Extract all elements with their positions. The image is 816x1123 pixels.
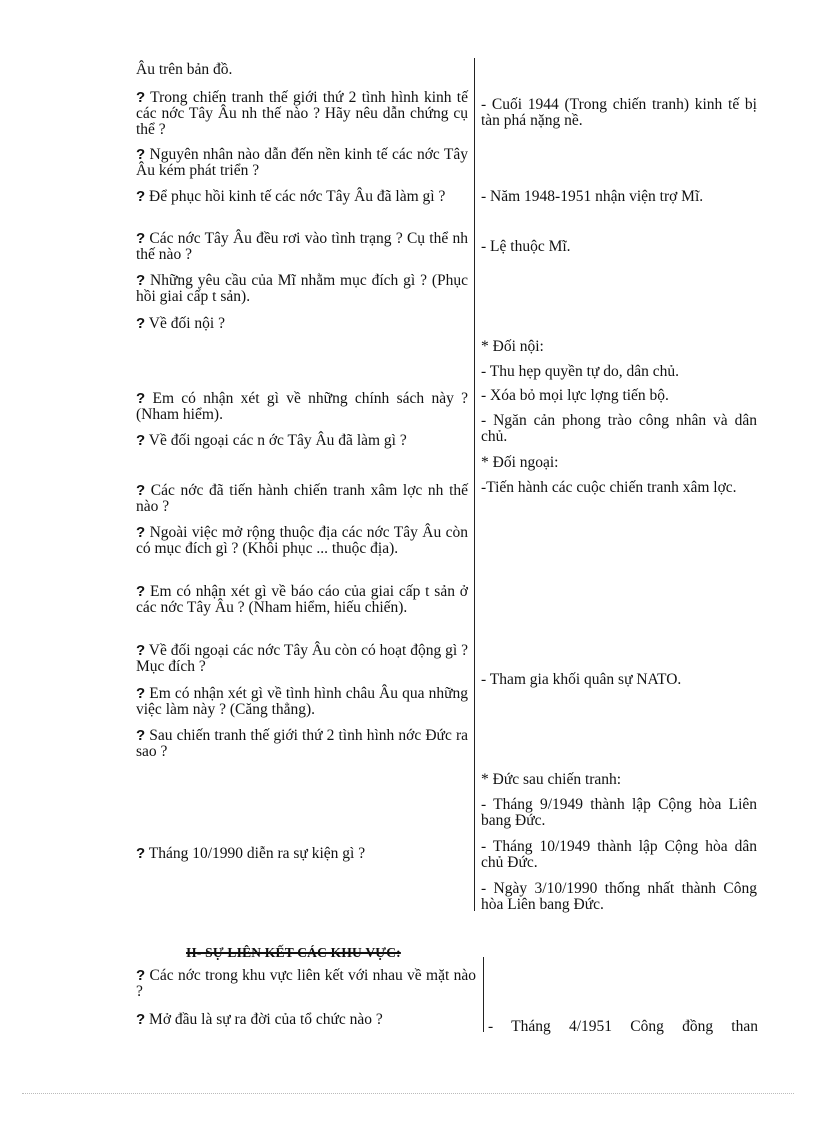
answer-6: - Ngăn cản phong trào công nhân và dân chủ.: [481, 412, 757, 445]
question-mark: ?: [136, 642, 146, 659]
question-mark: ?: [136, 524, 146, 541]
answer-10: * Đức sau chiến tranh:: [481, 771, 622, 788]
question-mark: ?: [136, 89, 146, 106]
answer-13: - Ngày 3/10/1990 thống nhất thành Công hòa Liên bang Đức.: [481, 880, 757, 913]
answer-4: - Thu hẹp quyền tự do, dân chủ.: [481, 363, 679, 380]
question-11: ? Em có nhận xét gì về báo cáo của giai cấp t sản ở các nớc Tây Âu ? (Nham hiểm, hiếu chiến).: [136, 583, 468, 616]
answer-3: * Đối nội:: [481, 338, 544, 355]
question-13: ? Em có nhận xét gì về tình hình châu Âu qua những việc làm này ? (Căng thẳng).: [136, 685, 468, 718]
section2-question-0: ? Các nớc trong khu vực liên kết với nhau về mặt nào ?: [136, 967, 476, 1000]
question-mark: ?: [136, 845, 146, 862]
question-2: ? Nguyên nhân nào dẫn đến nền kinh tế các nớc Tây Âu kém phát triển ?: [136, 146, 468, 179]
question-mark: ?: [136, 432, 146, 449]
question-10: ? Ngoài việc mở rộng thuộc địa các nớc Tây Âu còn có mục đích gì ? (Khôi phục ... thuộc địa).: [136, 524, 468, 557]
answer-8: -Tiến hành các cuộc chiến tranh xâm lợc.: [481, 479, 737, 496]
question-14: ? Sau chiến tranh thế giới thứ 2 tình hình nớc Đức ra sao ?: [136, 727, 468, 760]
question-12: ? Về đối ngoại các nớc Tây Âu còn có hoạt động gì ? Mục đích ?: [136, 642, 468, 675]
question-mark: ?: [136, 1011, 146, 1028]
question-15: ? Tháng 10/1990 diễn ra sự kiện gì ?: [136, 845, 366, 862]
question-5: ? Những yêu cầu của Mĩ nhằm mục đích gì ? (Phục hồi giai cấp t sản).: [136, 272, 468, 305]
answer-12: - Tháng 10/1949 thành lập Cộng hòa dân chủ Đức.: [481, 838, 757, 871]
question-4: ? Các nớc Tây Âu đều rơi vào tình trạng ? Cụ thể nh thế nào ?: [136, 230, 468, 263]
answer-9: - Tham gia khối quân sự NATO.: [481, 671, 682, 688]
question-3: ? Để phục hồi kinh tế các nớc Tây Âu đã làm gì ?: [136, 188, 446, 205]
question-mark: ?: [136, 315, 146, 332]
question-8: ? Về đối ngoại các n ớc Tây Âu đã làm gì ?: [136, 432, 407, 449]
question-mark: ?: [136, 230, 146, 247]
question-mark: ?: [136, 482, 146, 499]
question-mark: ?: [136, 146, 146, 163]
left-text-0: Âu trên bản đồ.: [136, 61, 233, 78]
question-1: ? Trong chiến tranh thế giới thứ 2 tình hình kinh tế các nớc Tây Âu nh thế nào ? Hãy nêu dẫn chứng cụ thể ?: [136, 89, 468, 138]
answer-5: - Xóa bỏ mọi lực lợng tiến bộ.: [481, 387, 669, 404]
page-footer-rule: [22, 1093, 794, 1094]
question-mark: ?: [136, 583, 146, 600]
question-7: ? Em có nhận xét gì về những chính sách này ? (Nham hiểm).: [136, 390, 468, 423]
section2-answer-0: - Tháng 4/1951 Công đồng than: [488, 1019, 758, 1035]
question-6: ? Về đối nội ?: [136, 315, 225, 332]
answer-2: - Lệ thuộc Mĩ.: [481, 238, 571, 255]
answer-1: - Năm 1948-1951 nhận viện trợ Mĩ.: [481, 188, 704, 205]
answer-11: - Tháng 9/1949 thành lập Cộng hòa Liên bang Đức.: [481, 796, 757, 829]
question-mark: ?: [136, 727, 146, 744]
question-mark: ?: [136, 188, 146, 205]
question-mark: ?: [136, 390, 146, 407]
section2-question-1: ? Mở đầu là sự ra đời của tổ chức nào ?: [136, 1011, 383, 1028]
question-mark: ?: [136, 272, 146, 289]
question-mark: ?: [136, 685, 146, 702]
section-heading: II- SỰ LIÊN KẾT CÁC KHU VỰC:: [186, 945, 401, 960]
column-divider: [474, 58, 475, 911]
answer-7: * Đối ngoại:: [481, 454, 559, 471]
question-mark: ?: [136, 967, 146, 984]
column-divider-section2: [483, 957, 484, 1032]
question-9: ? Các nớc đã tiến hành chiến tranh xâm lợc nh thế nào ?: [136, 482, 468, 515]
answer-0: - Cuối 1944 (Trong chiến tranh) kinh tế bị tàn phá nặng nề.: [481, 96, 757, 129]
